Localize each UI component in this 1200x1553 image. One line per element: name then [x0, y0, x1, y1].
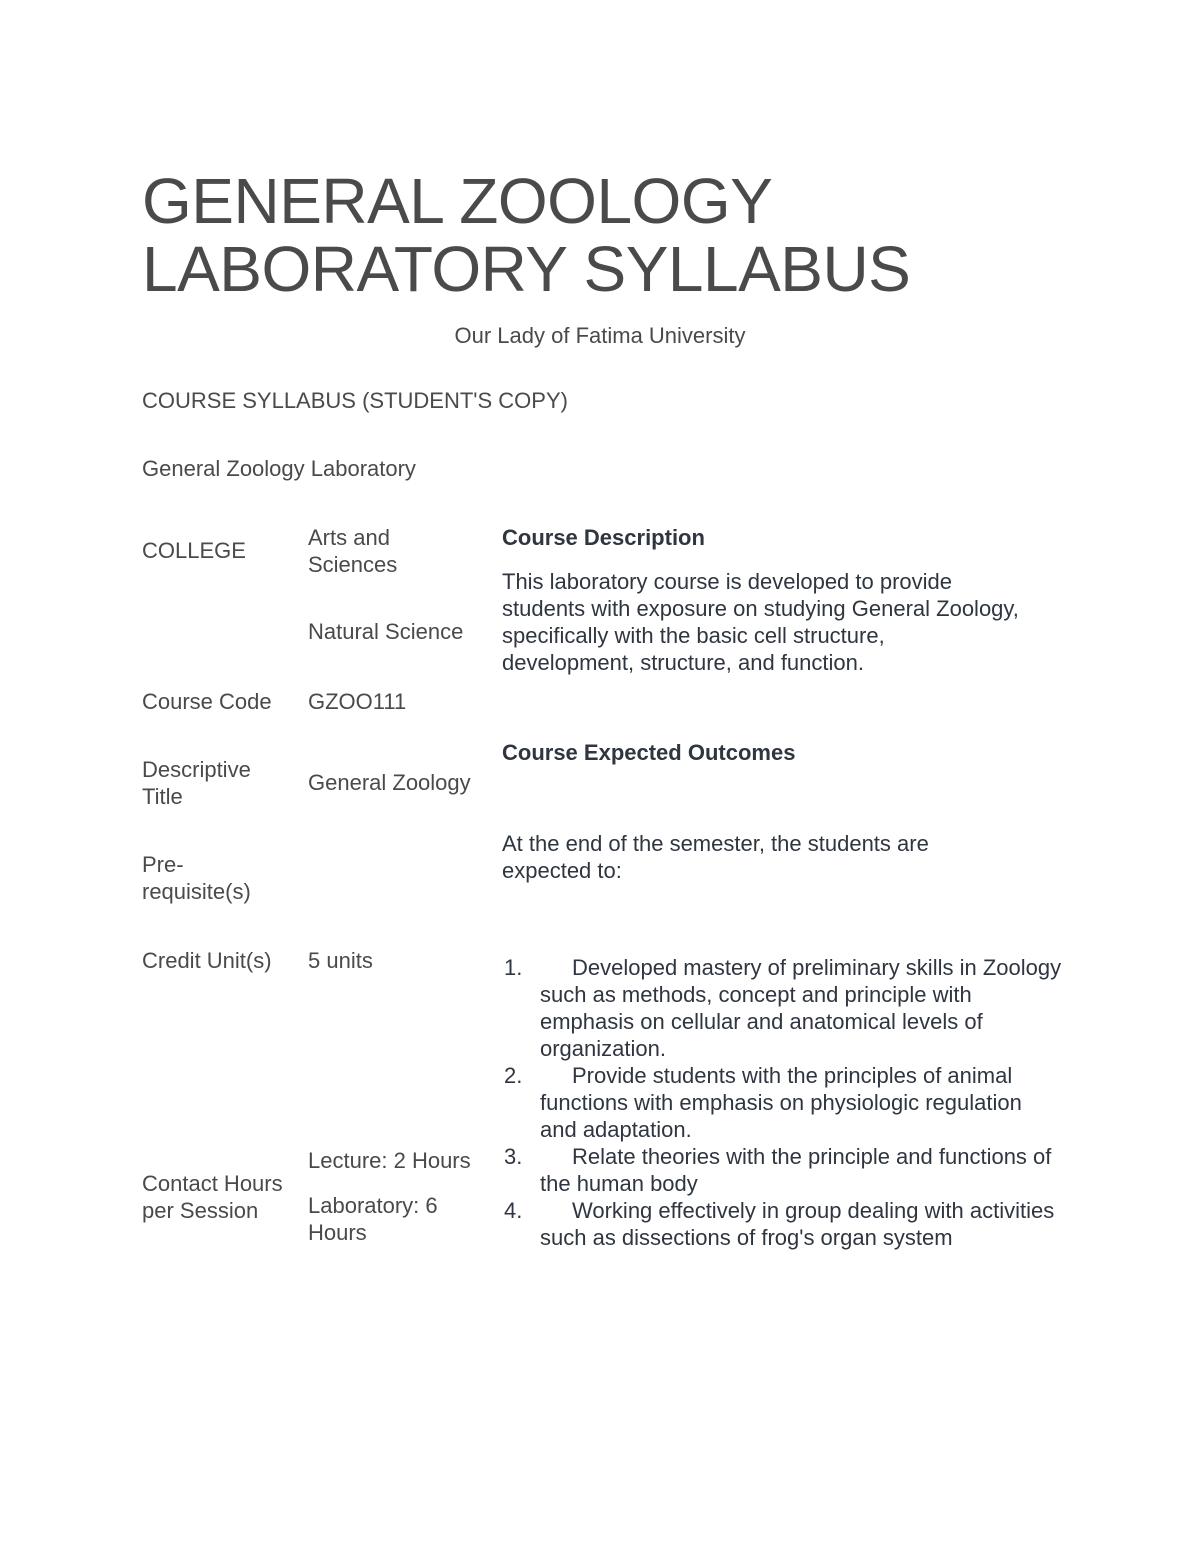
list-item [502, 1143, 1062, 1197]
syllabus-copy-label: COURSE SYLLABUS (STUDENT'S COPY) [142, 388, 568, 413]
course-code-value: GZOO111 [308, 689, 407, 714]
credit-units-value: 5 units [308, 948, 373, 973]
list-item-number: 1. [504, 955, 523, 980]
page-title-line-1: GENERAL ZOOLOGY [142, 165, 773, 237]
lecture-hours-value: Lecture: 2 Hours [308, 1148, 471, 1173]
course-code-label: Course Code [142, 689, 272, 714]
list-item-number: 2. [504, 1063, 523, 1088]
list-item-number: 3. [504, 1144, 523, 1169]
prerequisite-label: Pre-requisite(s) [142, 852, 251, 904]
course-outcomes-list [502, 954, 1062, 1251]
list-item-text: Developed mastery of preliminary skills in Zoology such as methods, concept and principle with emphasis on cellular and anatomical levels of organization. [540, 955, 1062, 1061]
list-item-text: Working effectively in group dealing with activities such as dissections of frog's organ system [540, 1198, 1055, 1250]
list-item-text: Relate theories with the principle and functions of the human body [540, 1144, 1052, 1196]
university-name: Our Lady of Fatima University [454, 323, 746, 348]
list-item-number: 4. [504, 1198, 523, 1223]
course-description-heading: Course Description [502, 525, 705, 550]
list-item [502, 1062, 1062, 1143]
course-name: General Zoology Laboratory [142, 456, 416, 481]
contact-hours-label: Contact Hours per Session [142, 1171, 283, 1223]
credit-units-label: Credit Unit(s) [142, 948, 272, 973]
descriptive-title-label: Descriptive Title [142, 757, 251, 809]
list-item [502, 954, 1062, 1062]
college-value: Arts and Sciences [308, 525, 398, 577]
descriptive-title-value: General Zoology [308, 770, 471, 795]
course-description-text: This laboratory course is developed to provide students with exposure on studying General Zoology, specifically with the basic cell structure, development, structure, and function. [502, 569, 1019, 675]
course-outcomes-intro: At the end of the semester, the students are expected to: [502, 831, 929, 883]
laboratory-hours-value: Laboratory: 6 Hours [308, 1193, 438, 1245]
page-title-line-2: LABORATORY SYLLABUS [142, 233, 911, 305]
college-label: COLLEGE [142, 538, 246, 563]
course-outcomes-heading: Course Expected Outcomes [502, 740, 796, 765]
department-value: Natural Science [308, 619, 464, 644]
list-item [502, 1197, 1062, 1251]
list-item-text: Provide students with the principles of animal functions with emphasis on physiologic regulation and adaptation. [540, 1063, 1022, 1142]
